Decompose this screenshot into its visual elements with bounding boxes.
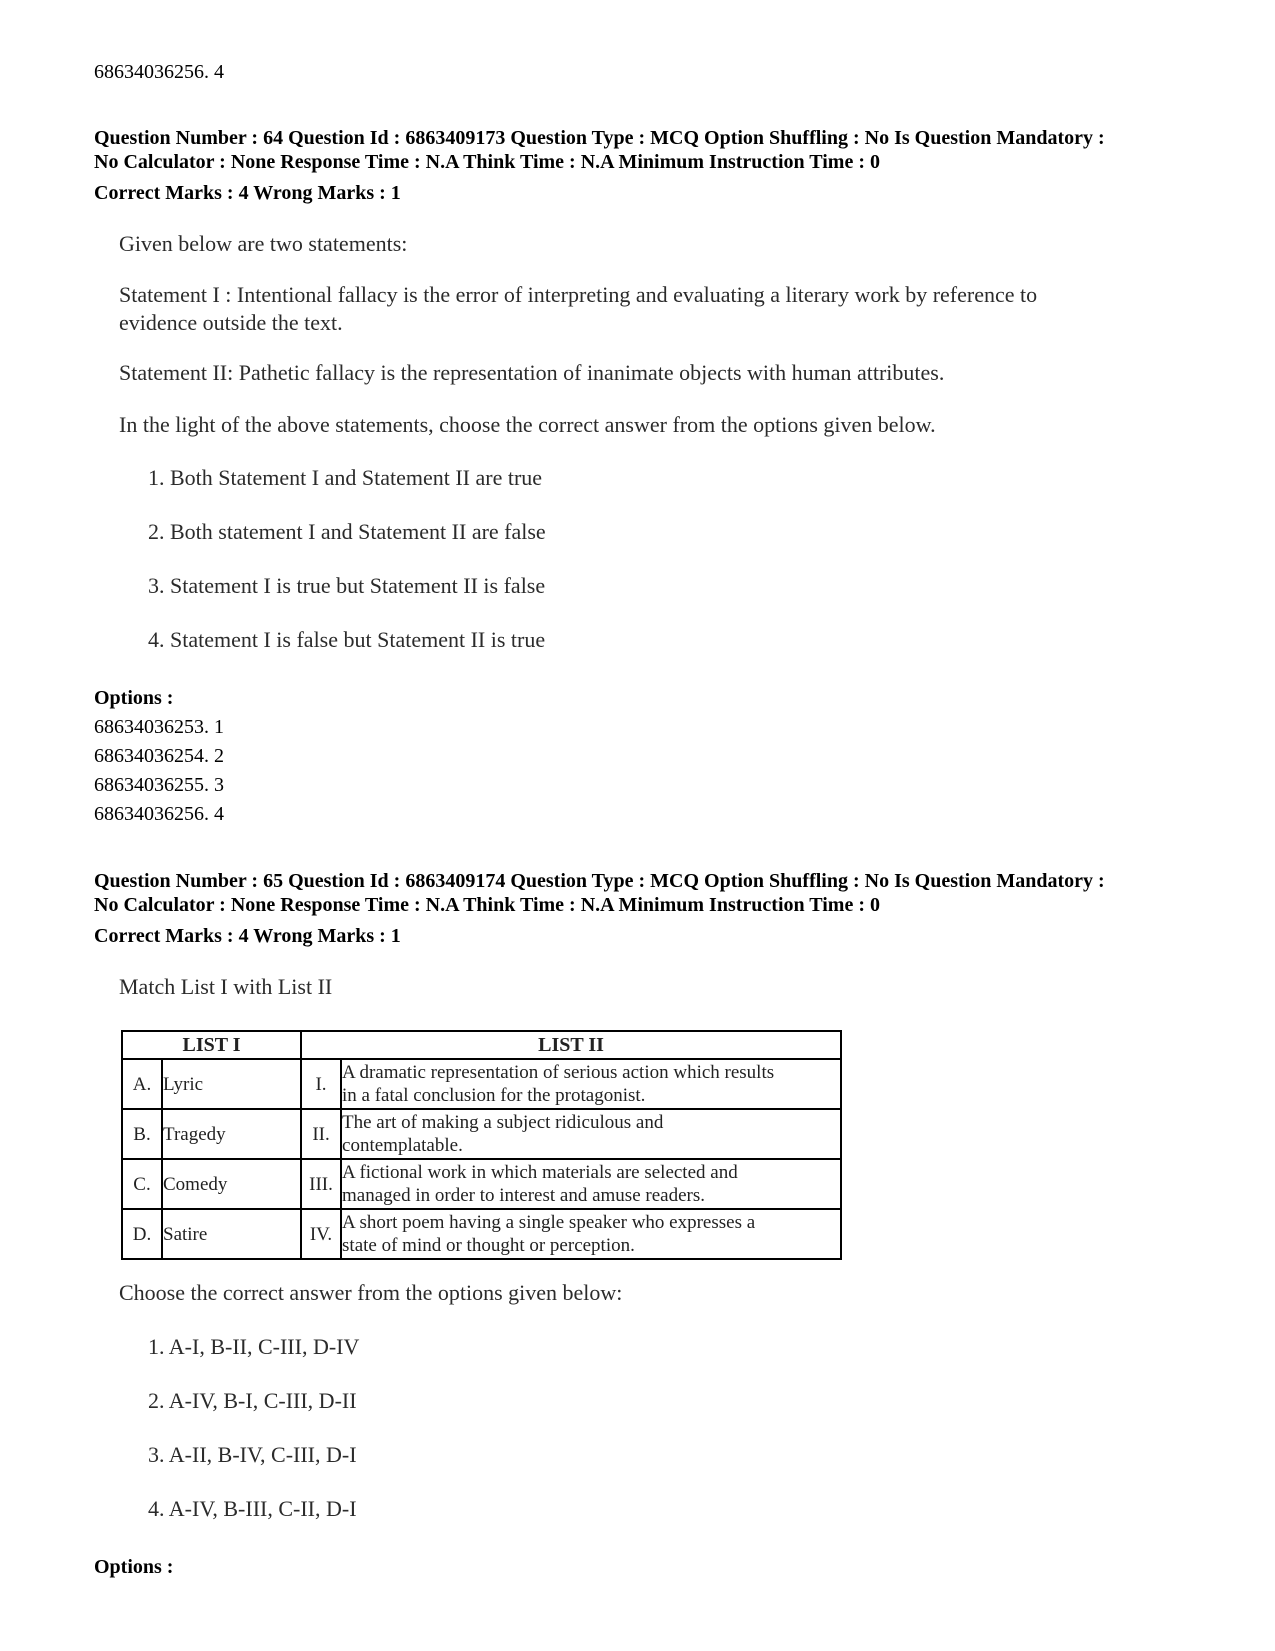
q65-intro: Match List I with List II <box>119 974 333 999</box>
q65-meta-line1: Question Number : 65 Question Id : 6863409174 Question Type : MCQ Option Shuffling : No Is Question Mandatory : <box>94 870 1105 892</box>
row-term: Tragedy <box>162 1109 301 1159</box>
row-description <box>341 1059 841 1109</box>
row-roman: II. <box>301 1109 341 1159</box>
q65-marks: Correct Marks : 4 Wrong Marks : 1 <box>94 925 401 947</box>
row-roman: I. <box>301 1059 341 1109</box>
q65-meta <box>94 869 1214 917</box>
row-letter: C. <box>122 1159 162 1209</box>
q64-meta-line1: Question Number : 64 Question Id : 6863409173 Question Type : MCQ Option Shuffling : No Is Question Mandatory : <box>94 127 1105 149</box>
row-letter: B. <box>122 1109 162 1159</box>
list-2-header: LIST II <box>301 1031 841 1059</box>
q64-option-id-1: 68634036253. 1 <box>94 716 224 738</box>
q64-instruction: In the light of the above statements, choose the correct answer from the options given below. <box>119 412 936 437</box>
q64-options-label: Options : <box>94 687 174 709</box>
q64-meta <box>94 126 1214 174</box>
q65-options-label: Options : <box>94 1556 174 1578</box>
table-row <box>122 1059 841 1109</box>
q64-meta-line2: No Calculator : None Response Time : N.A Think Time : N.A Minimum Instruction Time : 0 <box>94 151 880 173</box>
table-row <box>122 1159 841 1209</box>
row-description-line1: A dramatic representation of serious action which results <box>342 1062 775 1083</box>
row-description-line1: A fictional work in which materials are selected and <box>342 1162 738 1183</box>
q64-choice-4: 4. Statement I is false but Statement II is true <box>148 627 546 652</box>
q65-instruction: Choose the correct answer from the options given below: <box>119 1280 623 1305</box>
row-description-line1: A short poem having a single speaker who expresses a <box>342 1212 756 1233</box>
match-table-header-row <box>122 1031 841 1059</box>
row-description-line1: The art of making a subject ridiculous and <box>342 1112 664 1133</box>
q64-intro: Given below are two statements: <box>119 231 408 256</box>
q64-statement-2: Statement II: Pathetic fallacy is the representation of inanimate objects with human attributes. <box>119 360 945 385</box>
row-term: Comedy <box>162 1159 301 1209</box>
row-letter: A. <box>122 1059 162 1109</box>
list-1-header: LIST I <box>122 1031 301 1059</box>
q65-choice-3: 3. A-II, B-IV, C-III, D-I <box>148 1442 357 1467</box>
q64-choice-3: 3. Statement I is true but Statement II is false <box>148 573 546 598</box>
row-description-line2: state of mind or thought or perception. <box>342 1235 635 1256</box>
row-description-line2: contemplatable. <box>342 1135 463 1156</box>
q64-choice-2: 2. Both statement I and Statement II are false <box>148 519 546 544</box>
row-description <box>341 1109 841 1159</box>
table-row <box>122 1209 841 1259</box>
q65-choice-1: 1. A-I, B-II, C-III, D-IV <box>148 1334 360 1359</box>
q64-statement-1-line2: evidence outside the text. <box>119 310 343 335</box>
row-term: Lyric <box>162 1059 301 1109</box>
previous-option-id: 68634036256. 4 <box>94 61 224 83</box>
row-description <box>341 1159 841 1209</box>
q64-statement-1 <box>119 281 1037 337</box>
row-description <box>341 1209 841 1259</box>
q64-option-id-2: 68634036254. 2 <box>94 745 224 767</box>
q64-marks: Correct Marks : 4 Wrong Marks : 1 <box>94 182 401 204</box>
row-description-line2: managed in order to interest and amuse readers. <box>342 1185 705 1206</box>
q64-choice-1: 1. Both Statement I and Statement II are true <box>148 465 543 490</box>
row-roman: III. <box>301 1159 341 1209</box>
q65-meta-line2: No Calculator : None Response Time : N.A Think Time : N.A Minimum Instruction Time : 0 <box>94 894 880 916</box>
row-description-line2: in a fatal conclusion for the protagonist. <box>342 1085 646 1106</box>
row-roman: IV. <box>301 1209 341 1259</box>
match-table <box>121 1030 842 1260</box>
q64-statement-1-line1: Statement I : Intentional fallacy is the error of interpreting and evaluating a literary work by reference to <box>119 282 1038 307</box>
q65-choice-4: 4. A-IV, B-III, C-II, D-I <box>148 1496 357 1521</box>
table-row <box>122 1109 841 1159</box>
q64-option-id-3: 68634036255. 3 <box>94 774 224 796</box>
row-term: Satire <box>162 1209 301 1259</box>
q64-option-id-4: 68634036256. 4 <box>94 803 224 825</box>
row-letter: D. <box>122 1209 162 1259</box>
q65-choice-2: 2. A-IV, B-I, C-III, D-II <box>148 1388 357 1413</box>
